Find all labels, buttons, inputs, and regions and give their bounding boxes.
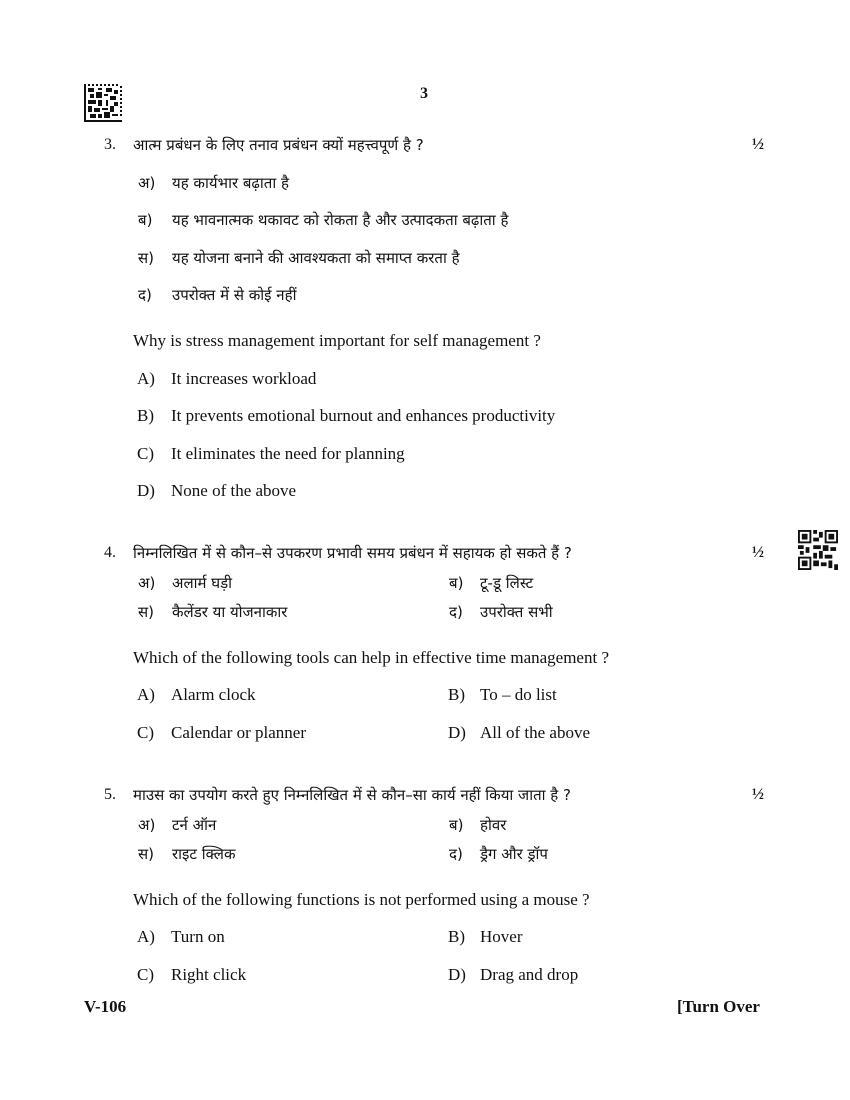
question-text-hindi: निम्नलिखित में से कौन–से उपकरण प्रभावी समय प्रबंधन में सहायक हो सकते हैं ?: [133, 544, 572, 562]
option-label: D): [137, 481, 155, 500]
option-label: स): [138, 249, 154, 267]
option-text: Alarm clock: [171, 685, 256, 704]
question-text-english: Which of the following functions is not performed using a mouse ?: [133, 890, 590, 909]
option-label: C): [137, 723, 154, 742]
option-text: यह भावनात्मक थकावट को रोकता है और उत्पादकता बढ़ाता है: [172, 211, 509, 229]
option-text: यह कार्यभार बढ़ाता है: [172, 174, 289, 192]
option-text: होवर: [480, 816, 507, 834]
option-label: अ): [138, 574, 156, 592]
option-label: A): [137, 685, 155, 704]
option-label: द): [449, 603, 463, 621]
option-text: Hover: [480, 927, 523, 946]
question-text-english: Why is stress management important for self management ?: [133, 331, 541, 350]
question-marks: ½: [752, 136, 764, 153]
option-label: D): [448, 723, 466, 742]
option-label: A): [137, 927, 155, 946]
option-text: Right click: [171, 965, 247, 984]
option-label: अ): [138, 174, 156, 192]
option-text: अलार्म घड़ी: [172, 574, 233, 592]
question-text-english: Which of the following tools can help in effective time management ?: [133, 648, 609, 667]
option-text: Turn on: [171, 927, 225, 946]
option-text: राइट क्लिक: [172, 845, 236, 863]
option-text: All of the above: [480, 723, 590, 742]
option-text: To – do list: [480, 685, 557, 704]
option-text: टर्न ऑन: [172, 816, 217, 834]
option-label: ब): [138, 211, 153, 229]
option-text: It prevents emotional burnout and enhances productivity: [171, 406, 556, 425]
option-text: उपरोक्त में से कोई नहीं: [172, 286, 297, 304]
question-number: 3.: [104, 136, 116, 153]
option-text: ड्रैग और ड्रॉप: [480, 845, 548, 863]
option-text: It eliminates the need for planning: [171, 444, 405, 463]
option-text: टू-डू लिस्ट: [480, 574, 534, 592]
option-label: C): [137, 444, 154, 463]
option-label: B): [448, 685, 465, 704]
option-label: द): [449, 845, 463, 863]
option-label: B): [448, 927, 465, 946]
paper-code: V-106: [84, 997, 127, 1016]
question-text-hindi: माउस का उपयोग करते हुए निम्नलिखित में से कौन–सा कार्य नहीं किया जाता है ?: [133, 786, 571, 804]
option-label: ब): [449, 574, 464, 592]
option-label: स): [138, 845, 154, 863]
option-text: यह योजना बनाने की आवश्यकता को समाप्त करता है: [172, 249, 460, 267]
option-text: कैलेंडर या योजनाकार: [172, 603, 288, 621]
option-label: ब): [449, 816, 464, 834]
option-label: A): [137, 369, 155, 388]
page-number: 3: [420, 85, 428, 102]
option-text: It increases workload: [171, 369, 317, 388]
question-number: 4.: [104, 544, 116, 561]
question-marks: ½: [752, 544, 764, 561]
option-text: उपरोक्त सभी: [480, 603, 553, 621]
qr-code-icon: [798, 530, 838, 570]
option-label: स): [138, 603, 154, 621]
question-number: 5.: [104, 786, 116, 803]
option-label: D): [448, 965, 466, 984]
option-label: C): [137, 965, 154, 984]
question-text-hindi: आत्म प्रबंधन के लिए तनाव प्रबंधन क्यों महत्त्वपूर्ण है ?: [133, 136, 424, 154]
option-label: अ): [138, 816, 156, 834]
option-text: Calendar or planner: [171, 723, 306, 742]
datamatrix-code-icon: [84, 84, 122, 122]
question-marks: ½: [752, 786, 764, 803]
option-text: None of the above: [171, 481, 297, 500]
option-text: Drag and drop: [480, 965, 579, 984]
option-label: B): [137, 406, 154, 425]
turn-over-label: [Turn Over: [677, 997, 760, 1016]
option-label: द): [138, 286, 152, 304]
